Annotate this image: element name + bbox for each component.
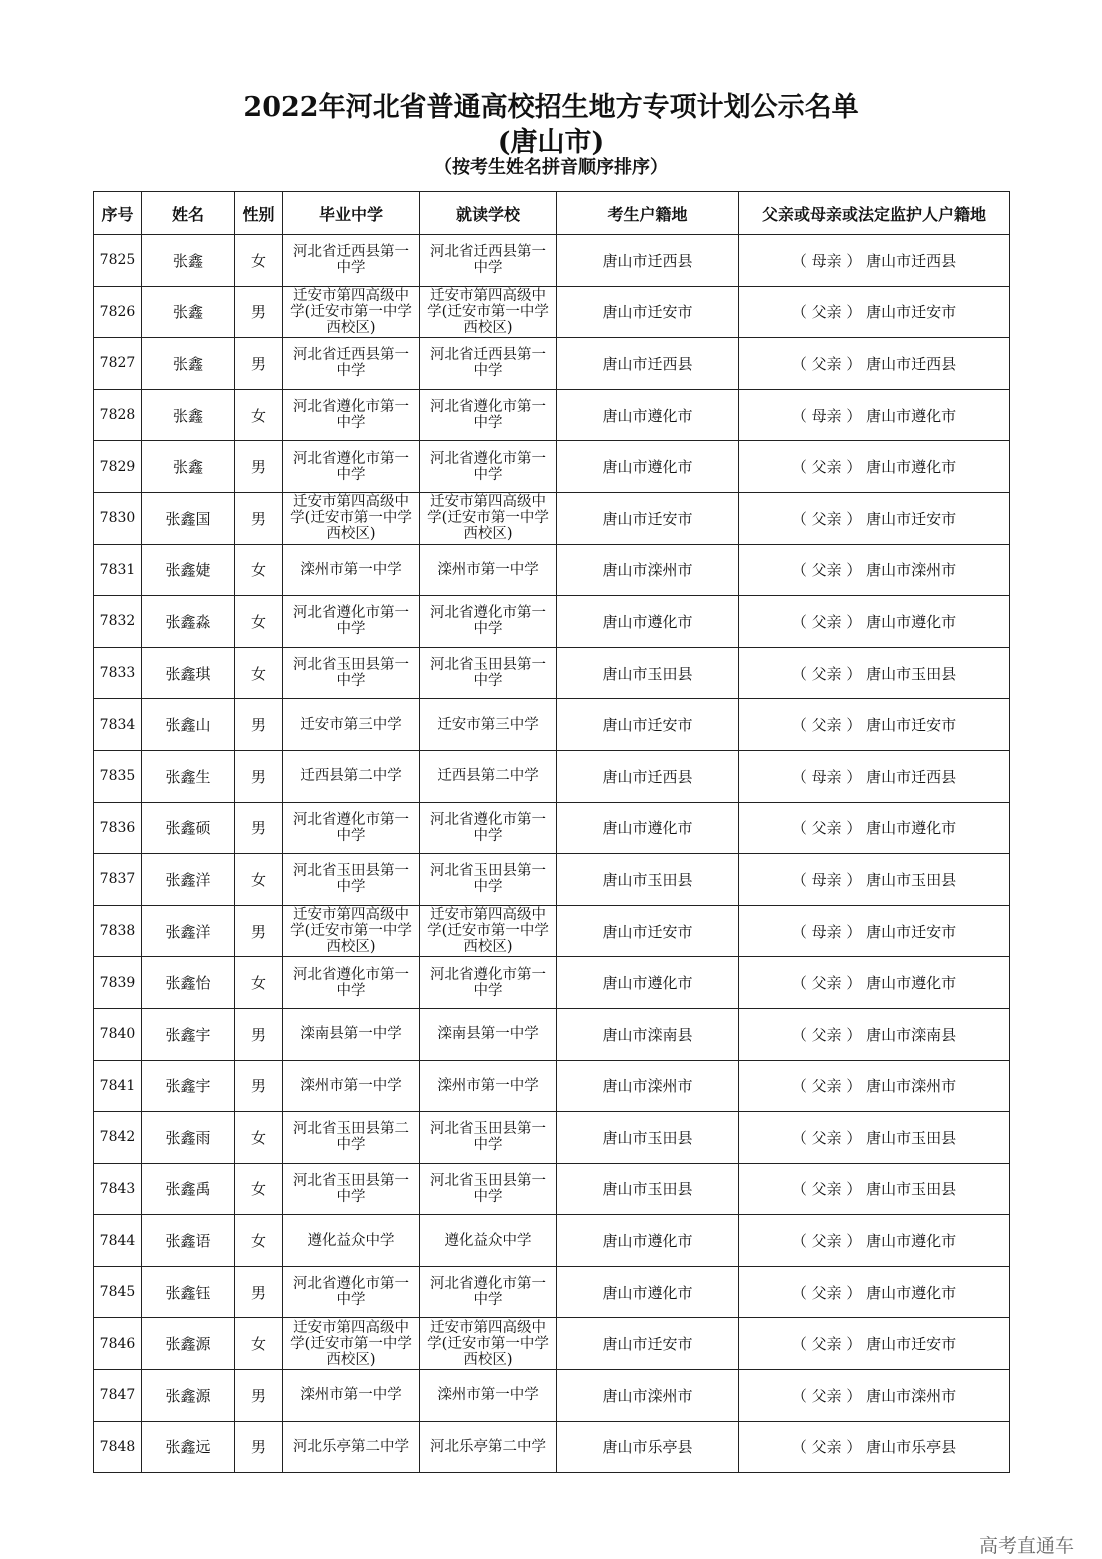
gender-cell: 女 xyxy=(235,235,283,287)
graduation-school-cell: 遵化益众中学 xyxy=(283,1215,420,1267)
guardian-household-cell: （ 母亲 ） 唐山市迁西县 xyxy=(739,750,1010,802)
table-row xyxy=(94,492,1010,544)
document-subtitle: (唐山市) xyxy=(497,127,605,158)
seq-cell: 7834 xyxy=(94,699,142,751)
table-row xyxy=(94,854,1010,906)
graduation-school-cell: 迁安市第四高级中学(迁安市第一中学西校区) xyxy=(283,492,420,544)
seq-cell: 7848 xyxy=(94,1421,142,1473)
seq-cell: 7836 xyxy=(94,802,142,854)
gender-cell: 女 xyxy=(235,544,283,596)
watermark: 高考直通车 xyxy=(978,1535,1074,1557)
household-cell: 唐山市滦州市 xyxy=(557,1060,739,1112)
document-title: 2022年河北省普通高校招生地方专项计划公示名单 xyxy=(243,92,859,123)
current-school-cell: 迁安市第四高级中学(迁安市第一中学西校区) xyxy=(420,286,557,338)
household-cell: 唐山市迁西县 xyxy=(557,235,739,287)
gender-cell: 男 xyxy=(235,1421,283,1473)
graduation-school-cell: 滦州市第一中学 xyxy=(283,1370,420,1422)
graduation-school-cell: 河北乐亭第二中学 xyxy=(283,1421,420,1473)
guardian-household-cell: （ 父亲 ） 唐山市滦州市 xyxy=(739,1370,1010,1422)
name-cell: 张鑫雨 xyxy=(142,1112,235,1164)
gender-cell: 男 xyxy=(235,1008,283,1060)
gender-cell: 女 xyxy=(235,647,283,699)
household-cell: 唐山市滦州市 xyxy=(557,1370,739,1422)
seq-cell: 7829 xyxy=(94,441,142,493)
household-cell: 唐山市遵化市 xyxy=(557,957,739,1009)
column-header: 性别 xyxy=(235,192,283,235)
gender-cell: 男 xyxy=(235,441,283,493)
seq-cell: 7846 xyxy=(94,1318,142,1370)
current-school-cell: 河北省玉田县第一中学 xyxy=(420,1163,557,1215)
roster-table xyxy=(93,191,1010,1473)
gender-cell: 女 xyxy=(235,1112,283,1164)
current-school-cell: 滦州市第一中学 xyxy=(420,1060,557,1112)
guardian-household-cell: （ 父亲 ） 唐山市遵化市 xyxy=(739,1266,1010,1318)
household-cell: 唐山市遵化市 xyxy=(557,441,739,493)
guardian-household-cell: （ 父亲 ） 唐山市玉田县 xyxy=(739,647,1010,699)
current-school-cell: 河北省迁西县第一中学 xyxy=(420,235,557,287)
seq-cell: 7832 xyxy=(94,596,142,648)
name-cell: 张鑫远 xyxy=(142,1421,235,1473)
gender-cell: 女 xyxy=(235,389,283,441)
current-school-cell: 河北省遵化市第一中学 xyxy=(420,802,557,854)
name-cell: 张鑫 xyxy=(142,389,235,441)
current-school-cell: 河北省迁西县第一中学 xyxy=(420,338,557,390)
graduation-school-cell: 河北省迁西县第一中学 xyxy=(283,235,420,287)
guardian-household-cell: （ 父亲 ） 唐山市遵化市 xyxy=(739,957,1010,1009)
name-cell: 张鑫源 xyxy=(142,1370,235,1422)
household-cell: 唐山市遵化市 xyxy=(557,1266,739,1318)
household-cell: 唐山市遵化市 xyxy=(557,596,739,648)
current-school-cell: 迁安市第四高级中学(迁安市第一中学西校区) xyxy=(420,1318,557,1370)
guardian-household-cell: （ 父亲 ） 唐山市迁安市 xyxy=(739,1318,1010,1370)
graduation-school-cell: 滦州市第一中学 xyxy=(283,1060,420,1112)
table-row xyxy=(94,1370,1010,1422)
gender-cell: 男 xyxy=(235,750,283,802)
household-cell: 唐山市遵化市 xyxy=(557,802,739,854)
column-header: 考生户籍地 xyxy=(557,192,739,235)
name-cell: 张鑫洋 xyxy=(142,854,235,906)
table-row xyxy=(94,1215,1010,1267)
seq-cell: 7831 xyxy=(94,544,142,596)
gender-cell: 男 xyxy=(235,699,283,751)
name-cell: 张鑫钰 xyxy=(142,1266,235,1318)
graduation-school-cell: 河北省玉田县第一中学 xyxy=(283,854,420,906)
guardian-household-cell: （ 父亲 ） 唐山市迁安市 xyxy=(739,492,1010,544)
name-cell: 张鑫 xyxy=(142,286,235,338)
seq-cell: 7841 xyxy=(94,1060,142,1112)
table-row xyxy=(94,750,1010,802)
table-row xyxy=(94,1060,1010,1112)
gender-cell: 男 xyxy=(235,905,283,957)
graduation-school-cell: 河北省玉田县第一中学 xyxy=(283,647,420,699)
table-row xyxy=(94,596,1010,648)
gender-cell: 男 xyxy=(235,1370,283,1422)
current-school-cell: 河北省玉田县第一中学 xyxy=(420,1112,557,1164)
column-header: 就读学校 xyxy=(420,192,557,235)
gender-cell: 女 xyxy=(235,1163,283,1215)
guardian-household-cell: （ 父亲 ） 唐山市滦州市 xyxy=(739,1060,1010,1112)
name-cell: 张鑫宇 xyxy=(142,1008,235,1060)
gender-cell: 男 xyxy=(235,802,283,854)
name-cell: 张鑫琪 xyxy=(142,647,235,699)
seq-cell: 7825 xyxy=(94,235,142,287)
guardian-household-cell: （ 父亲 ） 唐山市迁西县 xyxy=(739,338,1010,390)
current-school-cell: 滦州市第一中学 xyxy=(420,544,557,596)
name-cell: 张鑫禹 xyxy=(142,1163,235,1215)
seq-cell: 7842 xyxy=(94,1112,142,1164)
seq-cell: 7844 xyxy=(94,1215,142,1267)
household-cell: 唐山市遵化市 xyxy=(557,1215,739,1267)
sort-note: （按考生姓名拼音顺序排序） xyxy=(434,157,668,178)
current-school-cell: 河北省遵化市第一中学 xyxy=(420,441,557,493)
name-cell: 张鑫硕 xyxy=(142,802,235,854)
guardian-household-cell: （ 父亲 ） 唐山市玉田县 xyxy=(739,1163,1010,1215)
guardian-household-cell: （ 母亲 ） 唐山市遵化市 xyxy=(739,389,1010,441)
table-row xyxy=(94,647,1010,699)
name-cell: 张鑫语 xyxy=(142,1215,235,1267)
graduation-school-cell: 迁安市第四高级中学(迁安市第一中学西校区) xyxy=(283,1318,420,1370)
current-school-cell: 滦州市第一中学 xyxy=(420,1370,557,1422)
graduation-school-cell: 河北省迁西县第一中学 xyxy=(283,338,420,390)
guardian-household-cell: （ 父亲 ） 唐山市滦州市 xyxy=(739,544,1010,596)
seq-cell: 7837 xyxy=(94,854,142,906)
seq-cell: 7833 xyxy=(94,647,142,699)
name-cell: 张鑫山 xyxy=(142,699,235,751)
household-cell: 唐山市玉田县 xyxy=(557,854,739,906)
name-cell: 张鑫生 xyxy=(142,750,235,802)
gender-cell: 女 xyxy=(235,957,283,1009)
name-cell: 张鑫 xyxy=(142,441,235,493)
column-header: 姓名 xyxy=(142,192,235,235)
guardian-household-cell: （ 父亲 ） 唐山市遵化市 xyxy=(739,802,1010,854)
household-cell: 唐山市滦州市 xyxy=(557,544,739,596)
household-cell: 唐山市玉田县 xyxy=(557,1163,739,1215)
graduation-school-cell: 河北省玉田县第一中学 xyxy=(283,1163,420,1215)
seq-cell: 7828 xyxy=(94,389,142,441)
household-cell: 唐山市玉田县 xyxy=(557,647,739,699)
gender-cell: 男 xyxy=(235,338,283,390)
graduation-school-cell: 河北省遵化市第一中学 xyxy=(283,441,420,493)
household-cell: 唐山市迁安市 xyxy=(557,492,739,544)
household-cell: 唐山市乐亭县 xyxy=(557,1421,739,1473)
column-header: 父亲或母亲或法定监护人户籍地 xyxy=(739,192,1010,235)
guardian-household-cell: （ 父亲 ） 唐山市遵化市 xyxy=(739,1215,1010,1267)
table-header-row xyxy=(94,192,1010,235)
household-cell: 唐山市迁安市 xyxy=(557,1318,739,1370)
current-school-cell: 迁安市第四高级中学(迁安市第一中学西校区) xyxy=(420,905,557,957)
graduation-school-cell: 迁安市第四高级中学(迁安市第一中学西校区) xyxy=(283,905,420,957)
table-row xyxy=(94,1318,1010,1370)
graduation-school-cell: 河北省遵化市第一中学 xyxy=(283,1266,420,1318)
current-school-cell: 滦南县第一中学 xyxy=(420,1008,557,1060)
gender-cell: 女 xyxy=(235,1318,283,1370)
graduation-school-cell: 河北省遵化市第一中学 xyxy=(283,596,420,648)
guardian-household-cell: （ 父亲 ） 唐山市遵化市 xyxy=(739,596,1010,648)
guardian-household-cell: （ 父亲 ） 唐山市玉田县 xyxy=(739,1112,1010,1164)
graduation-school-cell: 滦南县第一中学 xyxy=(283,1008,420,1060)
gender-cell: 女 xyxy=(235,854,283,906)
name-cell: 张鑫国 xyxy=(142,492,235,544)
table-row xyxy=(94,235,1010,287)
table-row xyxy=(94,802,1010,854)
graduation-school-cell: 河北省遵化市第一中学 xyxy=(283,802,420,854)
name-cell: 张鑫源 xyxy=(142,1318,235,1370)
seq-cell: 7840 xyxy=(94,1008,142,1060)
table-row xyxy=(94,699,1010,751)
graduation-school-cell: 迁安市第四高级中学(迁安市第一中学西校区) xyxy=(283,286,420,338)
seq-cell: 7827 xyxy=(94,338,142,390)
seq-cell: 7826 xyxy=(94,286,142,338)
name-cell: 张鑫 xyxy=(142,338,235,390)
table-row xyxy=(94,441,1010,493)
name-cell: 张鑫宇 xyxy=(142,1060,235,1112)
column-header: 毕业中学 xyxy=(283,192,420,235)
guardian-household-cell: （ 父亲 ） 唐山市滦南县 xyxy=(739,1008,1010,1060)
gender-cell: 男 xyxy=(235,286,283,338)
guardian-household-cell: （ 父亲 ） 唐山市乐亭县 xyxy=(739,1421,1010,1473)
graduation-school-cell: 迁西县第二中学 xyxy=(283,750,420,802)
gender-cell: 男 xyxy=(235,492,283,544)
table-body xyxy=(94,235,1010,1473)
household-cell: 唐山市玉田县 xyxy=(557,1112,739,1164)
graduation-school-cell: 滦州市第一中学 xyxy=(283,544,420,596)
gender-cell: 女 xyxy=(235,596,283,648)
seq-cell: 7847 xyxy=(94,1370,142,1422)
current-school-cell: 迁安市第三中学 xyxy=(420,699,557,751)
current-school-cell: 迁安市第四高级中学(迁安市第一中学西校区) xyxy=(420,492,557,544)
guardian-household-cell: （ 父亲 ） 唐山市遵化市 xyxy=(739,441,1010,493)
graduation-school-cell: 河北省遵化市第一中学 xyxy=(283,389,420,441)
table-row xyxy=(94,1008,1010,1060)
table-row xyxy=(94,1163,1010,1215)
column-header: 序号 xyxy=(94,192,142,235)
household-cell: 唐山市遵化市 xyxy=(557,389,739,441)
gender-cell: 男 xyxy=(235,1266,283,1318)
seq-cell: 7838 xyxy=(94,905,142,957)
table-row xyxy=(94,286,1010,338)
current-school-cell: 河北省遵化市第一中学 xyxy=(420,596,557,648)
current-school-cell: 河北省遵化市第一中学 xyxy=(420,957,557,1009)
table-row xyxy=(94,905,1010,957)
seq-cell: 7845 xyxy=(94,1266,142,1318)
current-school-cell: 河北乐亭第二中学 xyxy=(420,1421,557,1473)
household-cell: 唐山市迁安市 xyxy=(557,905,739,957)
name-cell: 张鑫淼 xyxy=(142,596,235,648)
table-row xyxy=(94,338,1010,390)
name-cell: 张鑫怡 xyxy=(142,957,235,1009)
seq-cell: 7835 xyxy=(94,750,142,802)
table-row xyxy=(94,389,1010,441)
current-school-cell: 河北省遵化市第一中学 xyxy=(420,389,557,441)
current-school-cell: 河北省玉田县第一中学 xyxy=(420,854,557,906)
seq-cell: 7830 xyxy=(94,492,142,544)
household-cell: 唐山市迁西县 xyxy=(557,750,739,802)
current-school-cell: 河北省玉田县第一中学 xyxy=(420,647,557,699)
gender-cell: 男 xyxy=(235,1060,283,1112)
table-row xyxy=(94,544,1010,596)
household-cell: 唐山市迁安市 xyxy=(557,699,739,751)
guardian-household-cell: （ 父亲 ） 唐山市迁安市 xyxy=(739,286,1010,338)
guardian-household-cell: （ 母亲 ） 唐山市迁安市 xyxy=(739,905,1010,957)
household-cell: 唐山市迁安市 xyxy=(557,286,739,338)
household-cell: 唐山市迁西县 xyxy=(557,338,739,390)
name-cell: 张鑫婕 xyxy=(142,544,235,596)
current-school-cell: 遵化益众中学 xyxy=(420,1215,557,1267)
name-cell: 张鑫 xyxy=(142,235,235,287)
table-row xyxy=(94,1112,1010,1164)
seq-cell: 7839 xyxy=(94,957,142,1009)
seq-cell: 7843 xyxy=(94,1163,142,1215)
guardian-household-cell: （ 母亲 ） 唐山市玉田县 xyxy=(739,854,1010,906)
graduation-school-cell: 迁安市第三中学 xyxy=(283,699,420,751)
current-school-cell: 迁西县第二中学 xyxy=(420,750,557,802)
table-row xyxy=(94,1421,1010,1473)
graduation-school-cell: 河北省玉田县第二中学 xyxy=(283,1112,420,1164)
name-cell: 张鑫洋 xyxy=(142,905,235,957)
current-school-cell: 河北省遵化市第一中学 xyxy=(420,1266,557,1318)
guardian-household-cell: （ 母亲 ） 唐山市迁西县 xyxy=(739,235,1010,287)
graduation-school-cell: 河北省遵化市第一中学 xyxy=(283,957,420,1009)
household-cell: 唐山市滦南县 xyxy=(557,1008,739,1060)
guardian-household-cell: （ 父亲 ） 唐山市迁安市 xyxy=(739,699,1010,751)
table-row xyxy=(94,957,1010,1009)
table-row xyxy=(94,1266,1010,1318)
gender-cell: 女 xyxy=(235,1215,283,1267)
